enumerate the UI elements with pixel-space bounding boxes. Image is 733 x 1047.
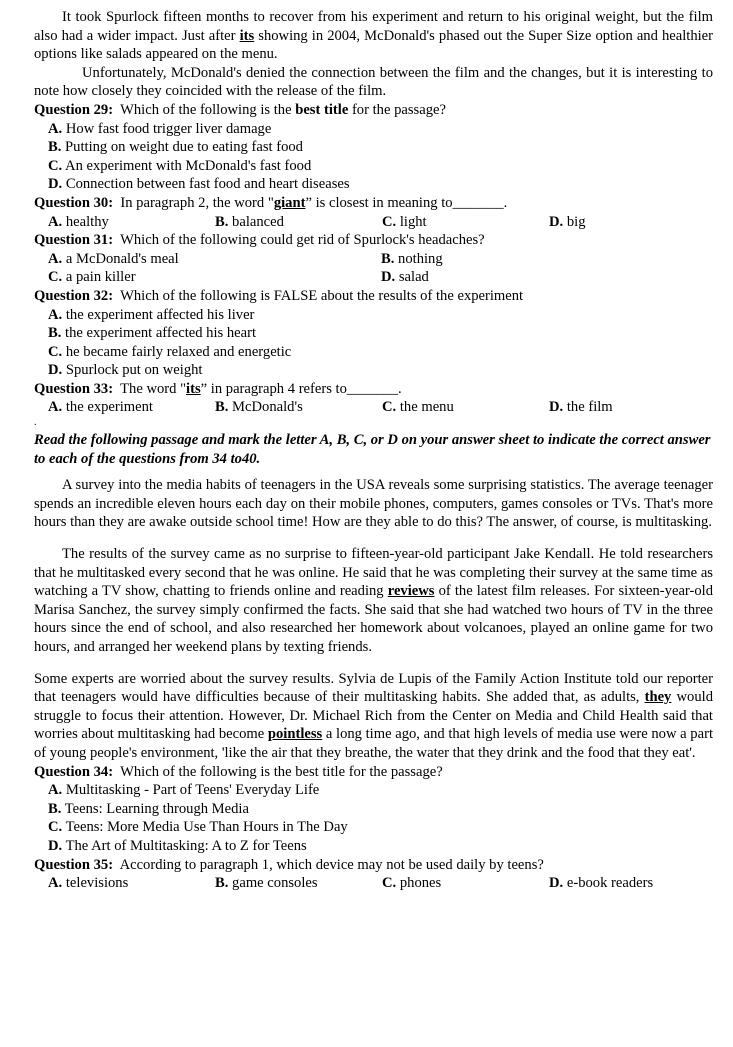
question-stem xyxy=(34,287,713,306)
option-text: How fast food trigger liver damage xyxy=(65,120,272,137)
option-letter: A. xyxy=(48,250,63,267)
passage-paragraph xyxy=(34,64,713,101)
passage-text: It took Spurlock fifteen months to recover from his experiment and return to his original weight, but the film also had a wider impact. Just after xyxy=(34,9,713,44)
option-text: e-book readers xyxy=(566,875,654,892)
option-b[interactable] xyxy=(48,324,713,343)
option-letter: B. xyxy=(381,250,395,267)
option-letter: C. xyxy=(48,269,63,286)
option-text: a McDonald's meal xyxy=(65,250,179,267)
option-letter: C. xyxy=(382,875,397,892)
option-letter: C. xyxy=(48,343,63,360)
option-d[interactable] xyxy=(381,268,581,287)
option-text: the film xyxy=(566,399,613,416)
option-letter: D. xyxy=(549,875,564,892)
option-text: Spurlock put on weight xyxy=(65,362,203,379)
option-a[interactable] xyxy=(48,874,215,893)
option-a[interactable] xyxy=(48,213,215,232)
option-c[interactable] xyxy=(382,398,549,417)
option-letter: D. xyxy=(48,176,63,193)
question-text: ” in paragraph 4 refers to_______. xyxy=(200,380,402,397)
question-33 xyxy=(34,380,713,417)
question-emphasis: best title xyxy=(295,101,349,118)
option-c[interactable] xyxy=(48,343,713,362)
question-text: Which of the following is the xyxy=(120,101,296,118)
option-c[interactable] xyxy=(48,157,713,176)
option-letter: A. xyxy=(48,306,63,323)
stray-mark: . xyxy=(34,417,37,429)
passage-text: would struggle to focus their attention. However, Dr. Michael Rich from the Center on Media and Child Health said that worries about multitasking had become xyxy=(34,689,713,743)
option-a[interactable] xyxy=(48,120,713,139)
question-label: Question 30: xyxy=(34,194,114,211)
option-d[interactable] xyxy=(48,175,713,194)
option-letter: A. xyxy=(48,399,63,416)
option-b[interactable] xyxy=(215,213,382,232)
question-29 xyxy=(34,101,713,194)
option-text: healthy xyxy=(65,213,109,230)
option-text: the experiment affected his liver xyxy=(65,306,255,323)
option-b[interactable] xyxy=(215,398,382,417)
question-stem xyxy=(34,380,713,399)
option-letter: A. xyxy=(48,875,63,892)
option-letter: C. xyxy=(48,157,63,174)
option-text: big xyxy=(566,213,586,230)
passage-text: of the latest film releases. For sixteen-year-old Marisa Sanchez, the survey simply confirmed the facts. She said that she had watched two hours of TV in the three hours since the end of school, and also researched her homework about volcanoes, played an online game for two hours, and arranged her weekend plans by texting friends. xyxy=(34,583,713,655)
option-text: the experiment xyxy=(65,399,153,416)
option-letter: B. xyxy=(215,875,229,892)
question-stem xyxy=(34,231,713,250)
option-text: The Art of Multitasking: A to Z for Teens xyxy=(65,837,307,854)
option-a[interactable] xyxy=(48,781,713,800)
option-d[interactable] xyxy=(549,398,709,417)
option-text: he became fairly relaxed and energetic xyxy=(65,343,292,360)
question-label: Question 33: xyxy=(34,380,114,397)
option-letter: D. xyxy=(549,399,564,416)
option-text: McDonald's xyxy=(232,399,303,416)
option-text: the experiment affected his heart xyxy=(65,325,257,342)
option-letter: D. xyxy=(48,837,63,854)
option-letter: A. xyxy=(48,120,63,137)
option-b[interactable] xyxy=(48,800,713,819)
option-text: Putting on weight due to eating fast food xyxy=(65,139,303,156)
option-letter: D. xyxy=(549,213,564,230)
question-stem xyxy=(34,763,713,782)
question-30 xyxy=(34,194,713,231)
underlined-word: giant xyxy=(273,194,306,211)
option-b[interactable] xyxy=(381,250,581,269)
option-a[interactable] xyxy=(48,306,713,325)
question-34 xyxy=(34,763,713,856)
question-label: Question 32: xyxy=(34,287,114,304)
underlined-word: its xyxy=(186,380,201,397)
option-letter: B. xyxy=(48,325,62,342)
passage-text: a long time ago, and that high levels of media use were now a part of young people's environment, 'like the air that they breathe, the water that they drink and the food that they eat'. xyxy=(34,726,713,761)
option-letter: A. xyxy=(48,213,63,230)
option-letter: C. xyxy=(382,213,397,230)
passage-paragraph xyxy=(34,8,713,64)
option-d[interactable] xyxy=(549,213,709,232)
option-letter: B. xyxy=(215,399,229,416)
option-text: televisions xyxy=(65,875,129,892)
option-a[interactable] xyxy=(48,250,381,269)
option-text: salad xyxy=(398,269,429,286)
option-c[interactable] xyxy=(48,268,381,287)
option-text: the menu xyxy=(399,399,454,416)
passage-text: showing in 2004, McDonald's phased out the Super Size option and healthier options like salads appeared on the menu. xyxy=(34,27,714,63)
question-31 xyxy=(34,231,713,287)
question-label: Question 35: xyxy=(34,856,114,873)
option-text: phones xyxy=(399,875,442,892)
question-label: Question 29: xyxy=(34,101,114,118)
underlined-word: its xyxy=(239,27,255,44)
option-c[interactable] xyxy=(382,213,549,232)
question-label: Question 31: xyxy=(34,232,114,249)
underlined-word: reviews xyxy=(387,583,435,600)
question-label: Question 34: xyxy=(34,763,114,780)
option-text: balanced xyxy=(232,213,284,230)
option-text: game consoles xyxy=(232,875,318,892)
passage-paragraph-1: A survey into the media habits of teenagers in the USA reveals some surprising statistics. The average teenager spends an incredible eleven hours each day on their mobile phones, computers, games consoles or TVs. That's more hours than they are awake outside school time! How are they able to do this? The answer, of course, is multitasking. xyxy=(34,477,713,531)
option-letter: C. xyxy=(382,399,397,416)
option-d[interactable] xyxy=(549,874,709,893)
option-text: An experiment with McDonald's fast food xyxy=(65,157,312,174)
option-letter: D. xyxy=(48,362,63,379)
question-text: Which of the following is FALSE about the results of the experiment xyxy=(120,287,524,304)
question-32 xyxy=(34,287,713,380)
option-letter: B. xyxy=(48,800,62,817)
option-letter: B. xyxy=(48,139,62,156)
passage-text: The results of the survey came as no surprise to fifteen-year-old participant Jake Kendall. He told researchers that he multitasked every second that he was online. He said that he was completing their survey at the same time as watching a TV show, chatting to friends online and reading xyxy=(34,546,713,600)
passage-paragraph-3 xyxy=(34,670,713,763)
passage-paragraph-2 xyxy=(34,545,713,657)
option-text: Teens: More Media Use Than Hours in The Day xyxy=(65,819,348,836)
option-b[interactable] xyxy=(215,874,382,893)
option-c[interactable] xyxy=(382,874,549,893)
option-text: nothing xyxy=(398,250,443,267)
passage-text: Some experts are worried about the survey results. Sylvia de Lupis of the Family Action Institute told our reporter that teenagers would have difficulties because of their multitasking habits. She added that, as adults, xyxy=(34,670,713,706)
option-text: Multitasking - Part of Teens' Everyday Life xyxy=(65,782,320,799)
question-text: According to paragraph 1, which device may not be used daily by teens? xyxy=(119,856,544,873)
question-35 xyxy=(34,856,713,893)
option-text: Teens: Learning through Media xyxy=(64,800,249,817)
question-text: In paragraph 2, the word " xyxy=(120,194,274,211)
underlined-word: they xyxy=(644,689,672,706)
option-c[interactable] xyxy=(48,818,713,837)
question-text: for the passage? xyxy=(348,101,446,118)
question-text: Which of the following is the best title for the passage? xyxy=(120,763,443,780)
option-d[interactable] xyxy=(48,837,713,856)
section-instruction: Read the following passage and mark the letter A, B, C, or D on your answer sheet to indicate the correct answer to each of the questions from 34 to40. xyxy=(34,432,711,467)
question-stem xyxy=(34,856,713,875)
option-letter: C. xyxy=(48,819,63,836)
option-text: Connection between fast food and heart diseases xyxy=(65,176,350,193)
option-text: a pain killer xyxy=(65,269,136,286)
question-stem xyxy=(34,101,713,120)
option-d[interactable] xyxy=(48,361,713,380)
passage-text: Unfortunately, McDonald's denied the connection between the film and the changes, but it is interesting to note how closely they coincided with the release of the film. xyxy=(34,64,713,100)
question-text: Which of the following could get rid of Spurlock's headaches? xyxy=(120,232,485,249)
question-stem xyxy=(34,194,713,213)
option-letter: A. xyxy=(48,782,63,799)
option-b[interactable] xyxy=(48,138,713,157)
option-text: light xyxy=(399,213,427,230)
question-text: The word " xyxy=(120,380,187,397)
option-letter: D. xyxy=(381,269,396,286)
option-a[interactable] xyxy=(48,398,215,417)
option-letter: B. xyxy=(215,213,229,230)
question-text: ” is closest in meaning to_______. xyxy=(305,194,508,211)
underlined-word: pointless xyxy=(267,726,323,743)
